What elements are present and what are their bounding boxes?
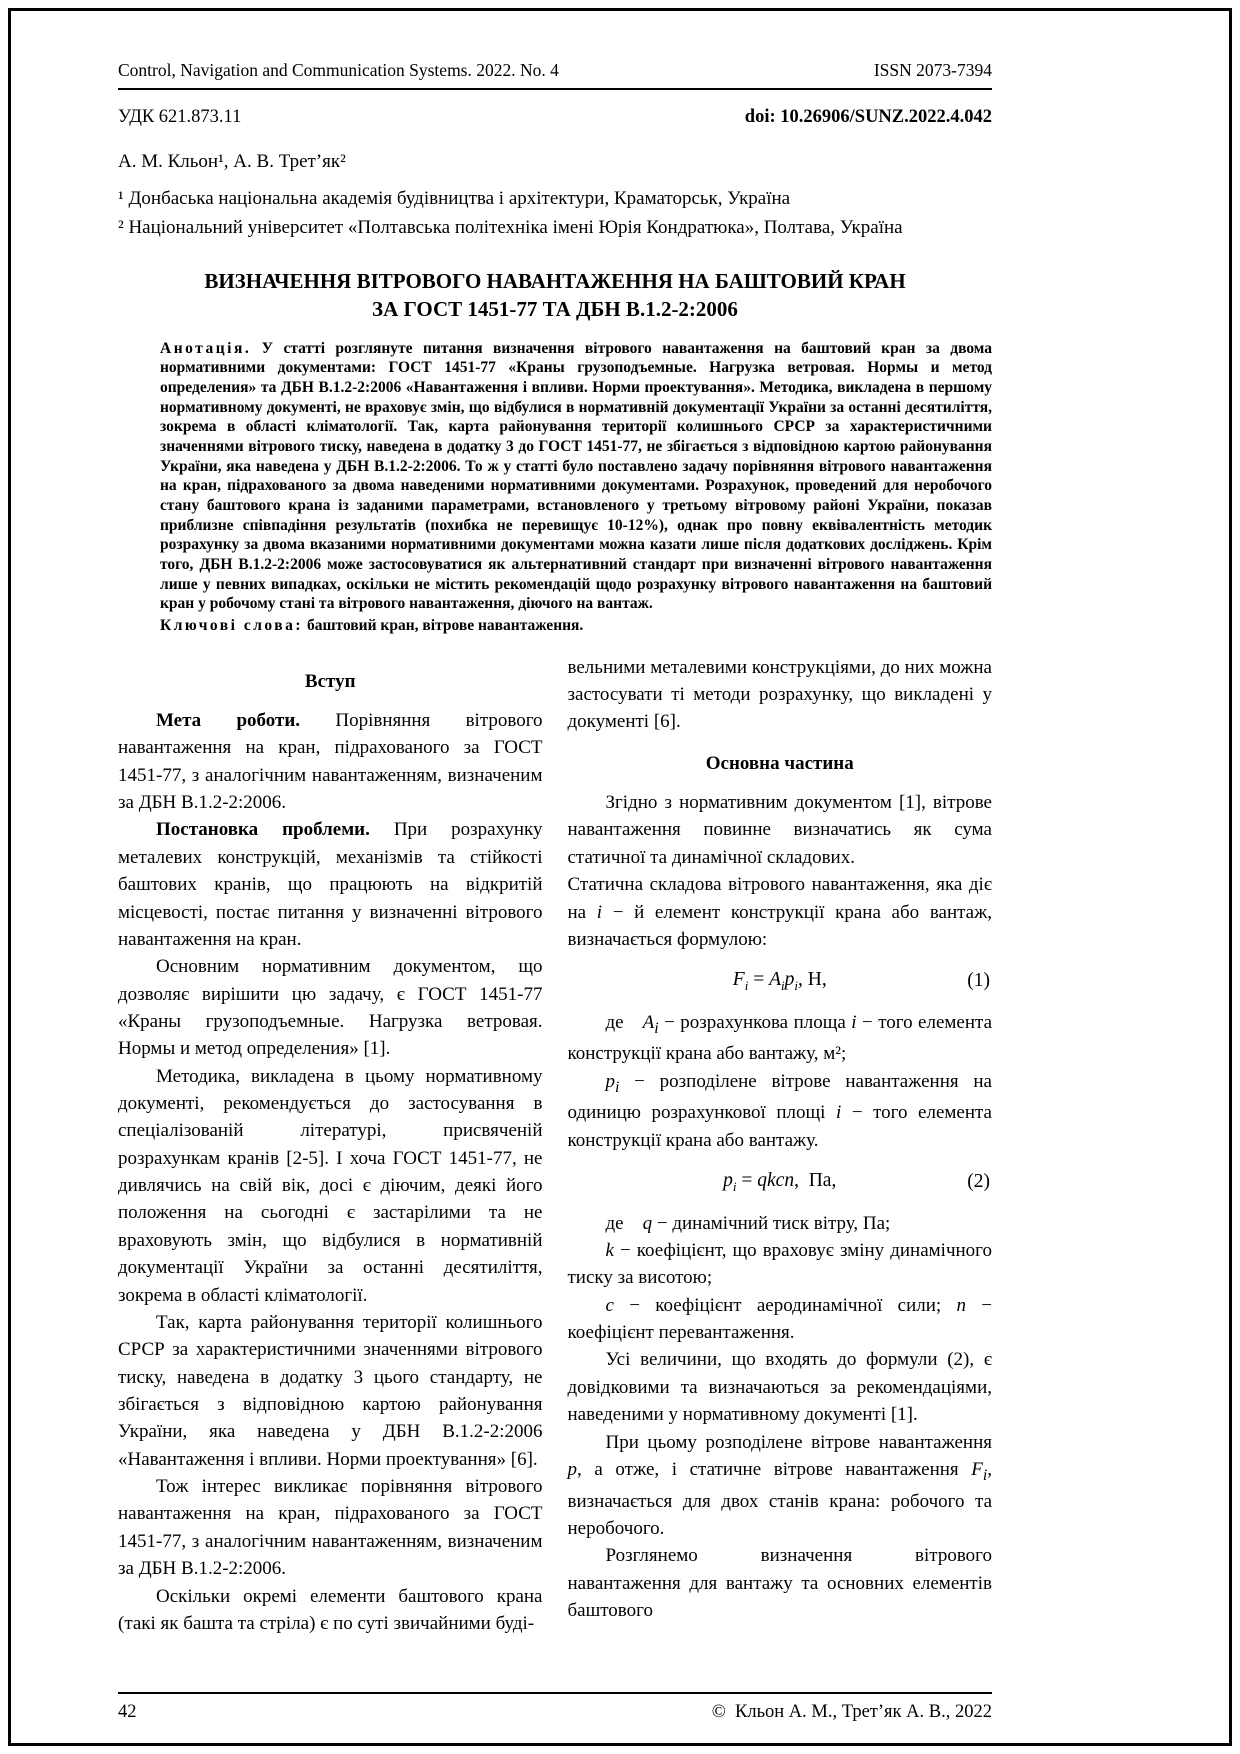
paragraph: Статична складова вітрового навантаження, яка діє на i − й елемент конструкції крана або вантаж, визначається формулою: — [567, 874, 992, 950]
article-title-line-2: ЗА ГОСТ 1451-77 ТА ДБН В.1.2-2:2006 — [372, 297, 738, 322]
paragraph: Тож інтерес викликає порівняння вітрового навантаження на кран, підрахованого за ГОСТ 1451-77, з аналогічним навантаженням, визначеним за ДБН В.1.2-2:2006. — [118, 1476, 543, 1580]
formula-2 — [568, 1167, 993, 1197]
abstract-text: У статті розглянуте питання визначення вітрового навантаження на баштовий кран за двома нормативними документами: ГОСТ 1451-77 «Краны грузоподъемные. Нагрузка ветровая. Нормы и метод определения» та ДБН В.1.2-2:2006 «Навантаження і впливи. Норми проектування». Методика, викладена в першому нормативному документі, не враховує змін, що відбулися в нормативній документації України за останні десятиліття, зокрема в області кліматології. Так, карта районування території колишнього СРСР за характеристичними значеннями вітрового тиску, наведена в додатку 3 до ГОСТ 1451-77, не збігається з відповідною картою районування України, яка наведена у ДБН В.1.2-2:2006. То ж у статті було поставлено задачу порівняння вітрового навантаження на кран, підрахованого за двома наведеними нормативними документами. Розрахунок, проведений для неробочого стану баштового крана із заданими параметрами, встановленого у третьому вітровому районі України, показав приблизне співпадіння результатів (похибка не перевищує 10-12%), однак про повну еквівалентність методик розрахунку за двома вказаними нормативними документами можна казати лише після додаткових досліджень. Крім того, ДБН В.1.2-2:2006 може застосовуватися як альтернативний стандарт при визначенні вітрового навантаження лише у певних випадках, оскільки не містить рекомендацій щодо розрахунку вітрового навантаження на баштовий кран у робочому стані та вітрового навантаження, діючого на вантаж. — [160, 339, 992, 613]
copyright: © Кльон А. М., Трет’як А. В., 2022 — [711, 1702, 992, 1722]
paragraph: k − коефіцієнт, що враховує зміну динамічного тиску за висотою; — [567, 1240, 992, 1289]
paragraph-problem-lead: Постановка проблеми. — [156, 819, 370, 841]
paragraph: де $A_i$ − розрахункова площа i − того елемента конструкції крана або вантажу, м²; — [567, 1011, 993, 1065]
formula-2-body: $p_i$ = qkcn, Па, — [723, 1170, 837, 1194]
paragraph: Методика, викладена в цьому нормативному документі, рекомендується до застосування в спеціалізованій літературі, присвяченій розрахункам кранів [2-5]. І хоча ГОСТ 1451-77, не дивлячись на свій вік, досі є діючим, деякі його положення на сьогодні є застарілими та не враховують змін, що відбулися в нормативній документації України за останні десятиліття, зокрема в області кліматології. — [118, 1065, 543, 1306]
abstract-label: Анотація. — [160, 339, 252, 357]
page-content — [118, 60, 992, 1637]
keywords — [160, 616, 992, 636]
paragraph: Основним нормативним документом, що дозволяє вирішити цю задачу, є ГОСТ 1451-77 «Краны грузоподъемные. Нагрузка ветровая. Нормы и метод определения» [1]. — [118, 956, 543, 1060]
formula-1-number: (1) — [967, 970, 990, 992]
page-footer — [118, 1692, 992, 1723]
paragraph: вельними металевими конструкціями, до них можна застосувати ті методи розрахунку, що викладені у документі [6]. — [567, 656, 992, 733]
two-column-body — [118, 654, 992, 1638]
formula-1-body: $F_i = A_ip_i$, Н, — [732, 969, 827, 994]
paragraph-goal-lead: Мета роботи. — [156, 710, 301, 731]
affiliation-1: ¹ Донбаська національна академія будівництва і архітектури, Краматорськ, Україна — [118, 188, 791, 209]
journal-title: Control, Navigation and Communication Systems. 2022. No. 4 — [118, 60, 559, 80]
formula-1 — [568, 966, 993, 996]
keywords-text: баштовий кран, вітрове навантаження. — [306, 616, 584, 634]
affiliations — [118, 184, 992, 243]
paragraph-goal — [118, 707, 543, 816]
paragraph: $p_i$ − розподілене вітрове навантаження на одиницю розрахункової площі i − того елемента конструкції крана або вантажу. — [567, 1070, 992, 1151]
running-head — [118, 60, 992, 90]
formula-2-number: (2) — [967, 1171, 990, 1193]
udc-code: УДК 621.873.11 — [118, 107, 242, 127]
paragraph-problem — [118, 816, 543, 953]
doi: doi: 10.26906/SUNZ.2022.4.042 — [744, 107, 992, 127]
paragraph: Розглянемо визначення вітрового навантаження для вантажу та основних елементів баштового — [567, 1545, 992, 1621]
paragraph: Усі величини, що входять до формули (2), є довідковими та визначаються за рекомендаціями, наведеними у нормативному документі [1]. — [567, 1349, 992, 1426]
paragraph: Згідно з нормативним документом [1], вітрове навантаження повинне визначатись як сума статичної та динамічної складових. — [567, 792, 992, 868]
abstract — [160, 339, 992, 614]
page-number: 42 — [118, 1702, 137, 1722]
article-title — [118, 267, 992, 324]
meta-row — [118, 107, 992, 128]
paragraph: c − коефіцієнт аеродинамічної сили; n − коефіцієнт перевантаження. — [567, 1294, 992, 1344]
authors-line: А. М. Кльон¹, А. В. Трет’як² — [118, 151, 346, 172]
paragraph: Оскільки окремі елементи баштового крана (такі як башта та стріла) є по суті звичайними буді- — [118, 1585, 543, 1634]
issn: ISSN 2073-7394 — [873, 60, 992, 80]
keywords-label: Ключові слова: — [160, 616, 304, 634]
paragraph-problem-text: При розрахунку металевих конструкцій, механізмів та стійкості баштових кранів, що працюють на відкритій місцевості, постає питання у визначенні вітрового навантаження на кран. — [118, 819, 543, 950]
section-heading-main: Основна частина — [705, 752, 854, 774]
paragraph: Так, карта районування території колишнього СРСР за характеристичними значеннями вітрового тиску, наведена в додатку 3 цього стандарту, не збігається з відповідною картою районування України, яка наведена у ДБН В.1.2-2:2006 «Навантаження і впливи. Норми проектування» [6]. — [118, 1311, 543, 1470]
article-title-line-1: ВИЗНАЧЕННЯ ВІТРОВОГО НАВАНТАЖЕННЯ НА БАШТОВИЙ КРАН — [204, 268, 906, 293]
section-heading-intro: Вступ — [304, 670, 356, 692]
left-column — [118, 654, 543, 1638]
affiliation-2: ² Національний університет «Полтавська політехніка імені Юрія Кондратюка», Полтава, Україна — [118, 217, 903, 239]
right-column — [568, 654, 993, 1638]
paragraph: де q − динамічний тиск вітру, Па; — [605, 1212, 891, 1234]
paragraph-goal-text: Порівняння вітрового навантаження на кран, підрахованого за ГОСТ 1451-77, з аналогічним навантаженням, визначеним за ДБН В.1.2-2:2006. — [118, 710, 543, 814]
paragraph: При цьому розподілене вітрове навантаження p, а отже, і статичне вітрове навантаження $F_i$, визначається для двох станів крана: робочого та неробочого. — [567, 1431, 992, 1539]
